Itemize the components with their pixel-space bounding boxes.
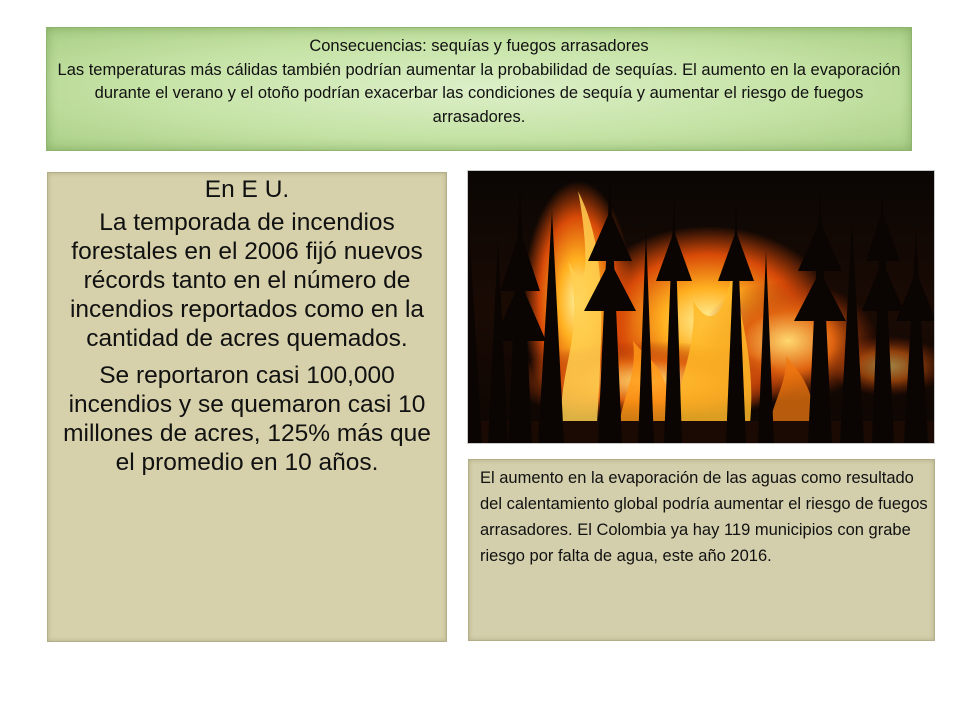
colombia-evaporation-panel xyxy=(468,459,935,641)
us-fire-season-panel xyxy=(47,172,447,642)
forest-fire-photo xyxy=(467,170,935,444)
panel-text: El aumento en la evaporación de las aguas como resultado del calentamiento global podría aumentar el riesgo de fuegos arrasadores. El Colombia ya hay 119 municipios con grabe riesgo por falta de agua, este año 2016. xyxy=(480,469,928,565)
header-title: Consecuencias: sequías y fuegos arrasadores xyxy=(309,37,649,55)
header-banner xyxy=(46,27,912,151)
panel-heading: En E U. xyxy=(204,176,290,203)
panel-paragraph-fire-count: Se reportaron casi 100,000 incendios y se quemaron casi 10 millones de acres, 125% más que el promedio en 10 años. xyxy=(63,362,431,476)
header-body: Las temperaturas más cálidas también podrían aumentar la probabilidad de sequías. El aumento en la evaporación durante el verano y el otoño podrían exacerbar las condiciones de sequía y aumentar el riesgo de fuegos arrasadores. xyxy=(57,60,901,126)
panel-paragraph-2006-records: La temporada de incendios forestales en el 2006 fijó nuevos récords tanto en el número de incendios reportados como en la cantidad de acres quemados. xyxy=(69,209,425,352)
